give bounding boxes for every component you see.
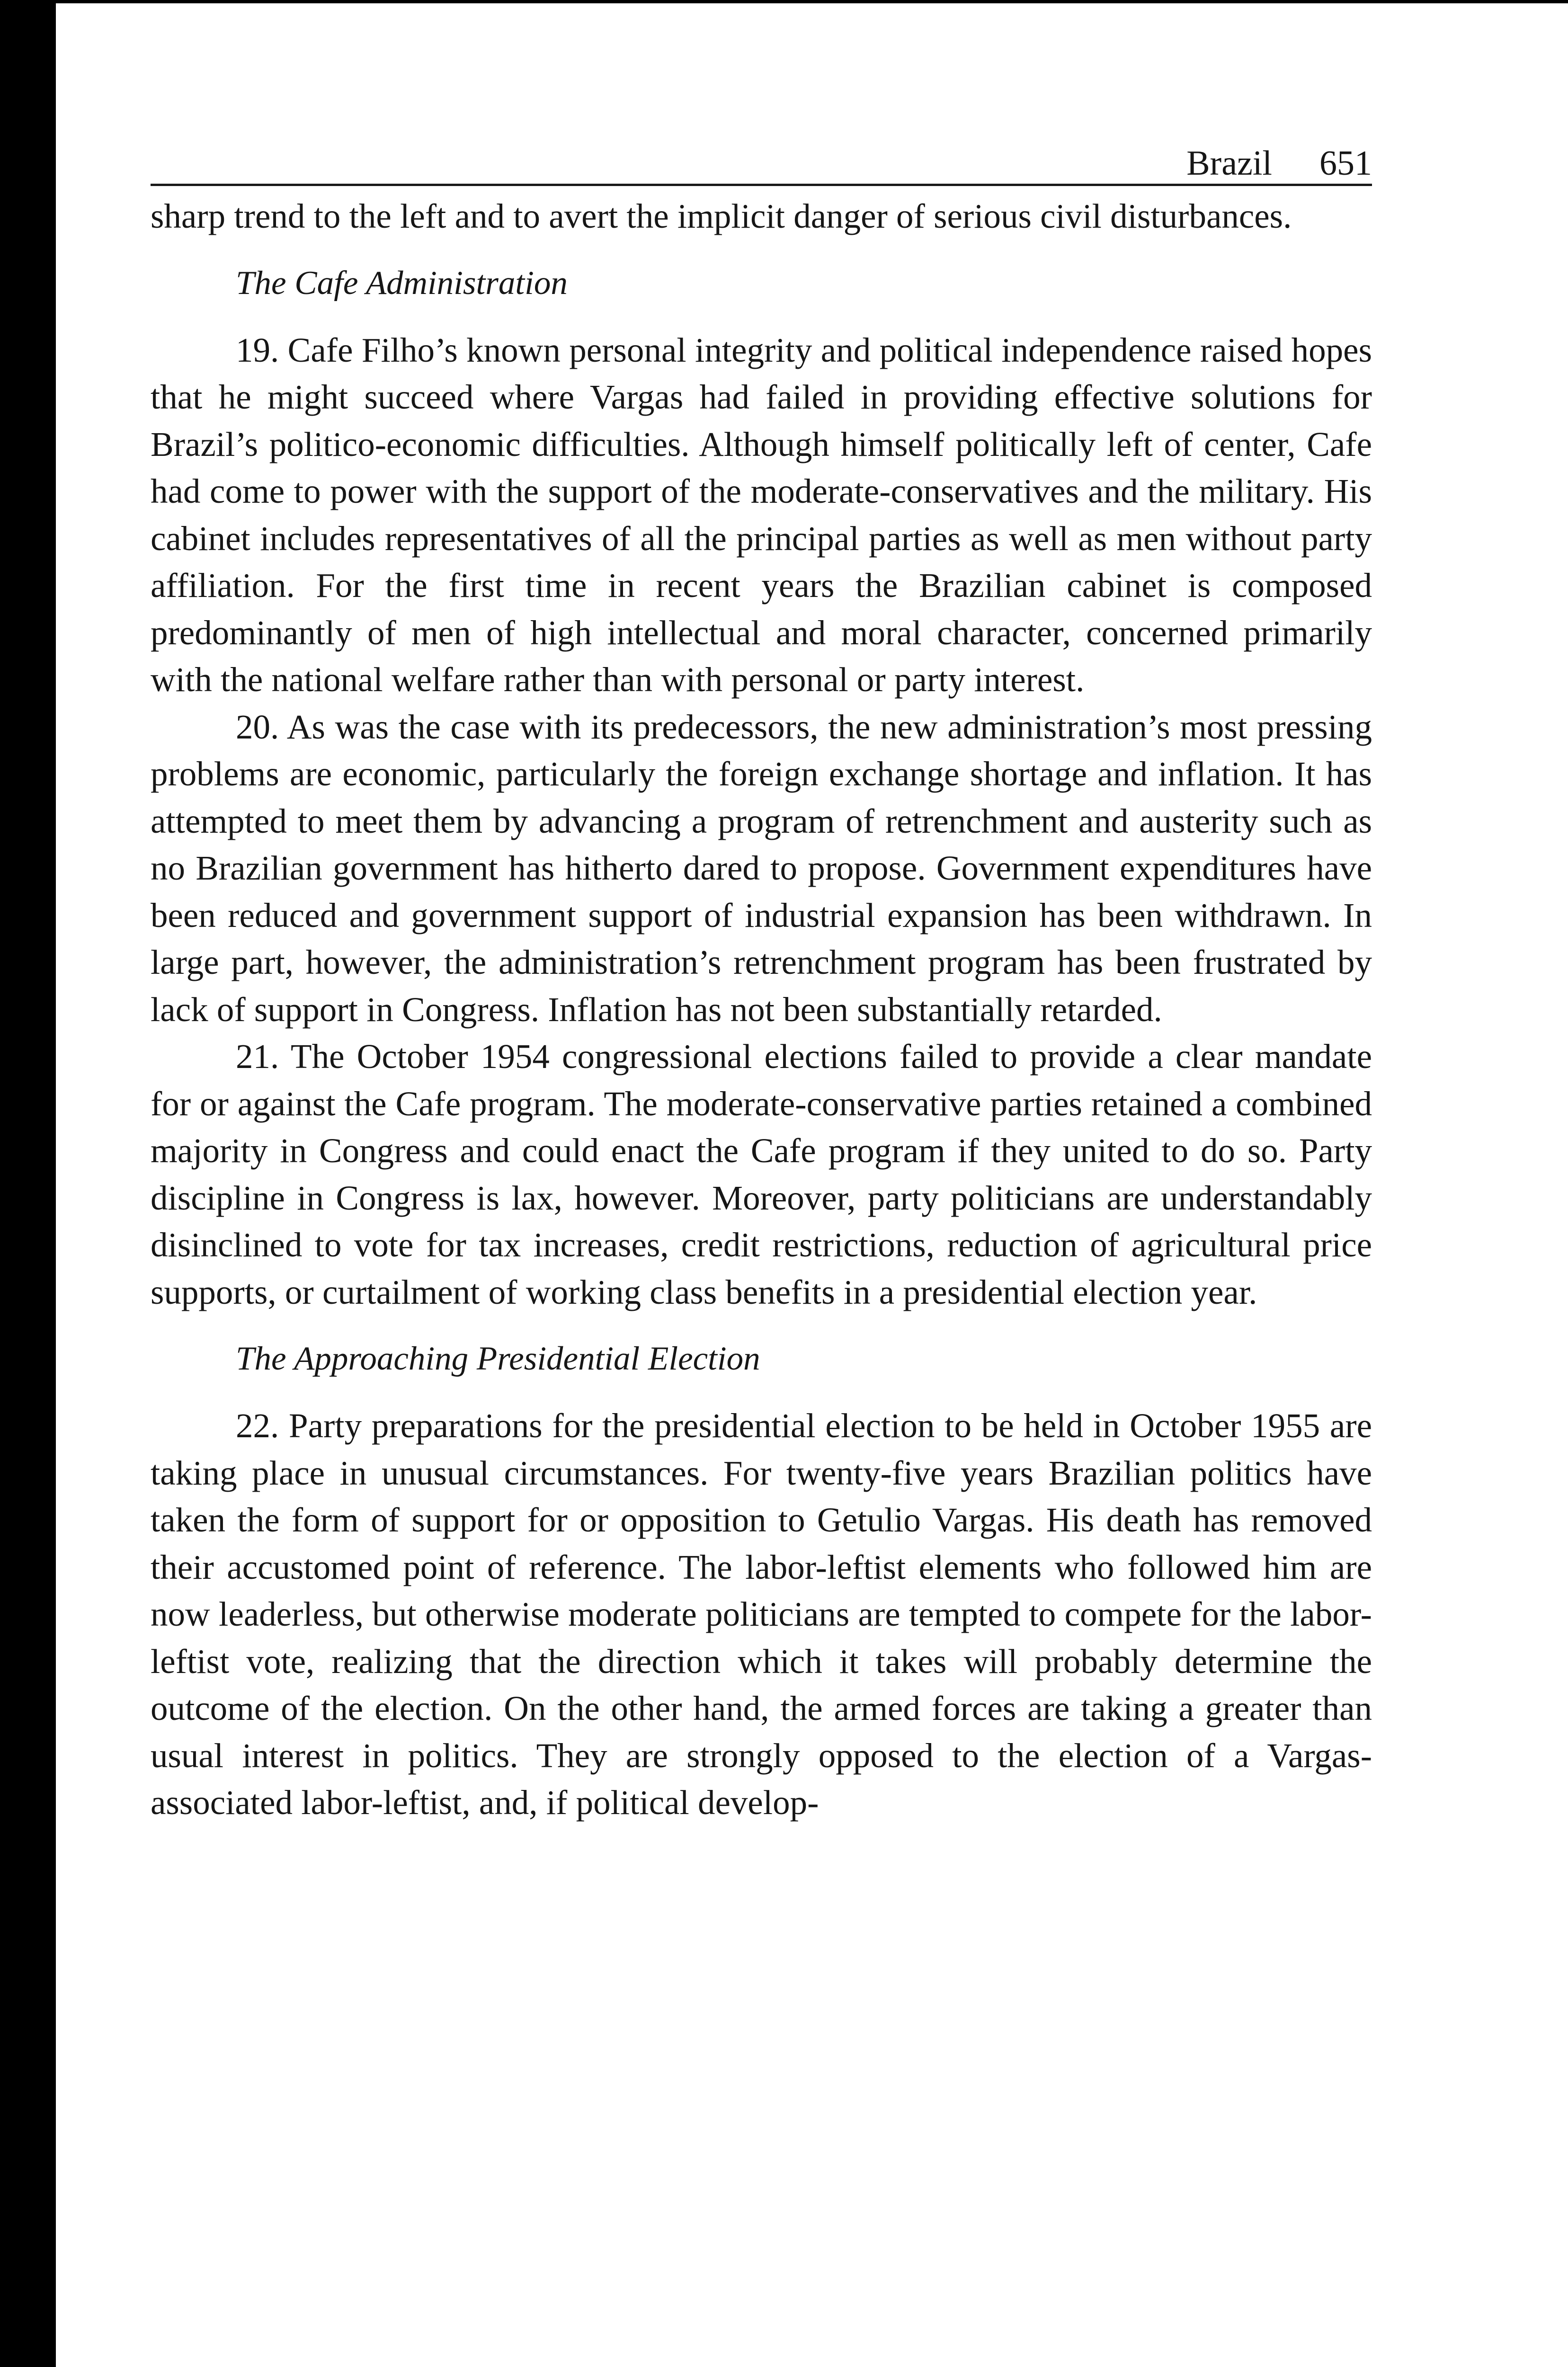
paragraph-20: 20. As was the case with its predecessors, the new administration’s most pressing problems are economic, particularly the foreign exchange shortage and inflation. It has attempted to meet them by advancing a program of retrenchment and austerity such as no Brazilian government has hitherto dared to propose. Government expenditures have been reduced and government support of industrial expansion has been withdrawn. In large part, however, the administration’s retrenchment program has been frustrated by lack of support in Congress. Inflation has not been substantially retarded. [151,707,1372,1029]
paragraph-19: 19. Cafe Filho’s known personal integrity and political independence raised hopes that he might succeed where Vargas had failed in providing effective solutions for Brazil’s politico-economic difficulties. Although himself politically left of center, Cafe had come to power with the support of the moderate-conservatives and the military. His cabinet includes representatives of all the principal parties as well as men without party affiliation. For the first time in recent years the Brazilian cabinet is composed predominantly of men of high intellectual and moral character, concerned primarily with the national welfare rather than with personal or party interest. [151,330,1372,699]
document-page [151,128,1372,1826]
section-heading-presidential-election: The Approaching Presidential Election [236,1340,760,1377]
running-head [151,128,1372,186]
paragraph-continuation: sharp trend to the left and to avert the implicit danger of serious civil disturbances. [151,197,1292,235]
paragraph-21: 21. The October 1954 congressional elections failed to provide a clear mandate for or against the Cafe program. The moderate-conservative parties retained a combined majority in Congress and could enact the Cafe program if they united to do so. Party discipline in Congress is lax, however. Moreover, party politicians are understandably disinclined to vote for tax increases, credit restrictions, reduction of agricultural price supports, or curtailment of working class benefits in a presidential election year. [151,1037,1372,1311]
running-head-right [1186,146,1372,181]
paragraph-22: 22. Party preparations for the presidential election to be held in October 1955 are taking place in unusual circumstances. For twenty-five years Brazilian politics have taken the form of support for or opposition to Getulio Vargas. His death has removed their accustomed point of reference. The labor-leftist elements who followed him are now leaderless, but otherwise moderate politicians are tempted to compete for the labor-leftist vote, realizing that the direction which it takes will probably determine the outcome of the election. On the other hand, the armed forces are taking a greater than usual interest in politics. They are strongly opposed to the election of a Vargas-associated labor-leftist, and, if political develop- [151,1406,1372,1822]
scan-top-edge [56,0,1568,3]
scan-binding-edge [0,0,56,2367]
running-head-section: Brazil [1186,144,1272,183]
body-text [151,193,1372,1826]
section-heading-cafe-administration: The Cafe Administration [236,264,568,302]
page-number: 651 [1319,144,1372,183]
